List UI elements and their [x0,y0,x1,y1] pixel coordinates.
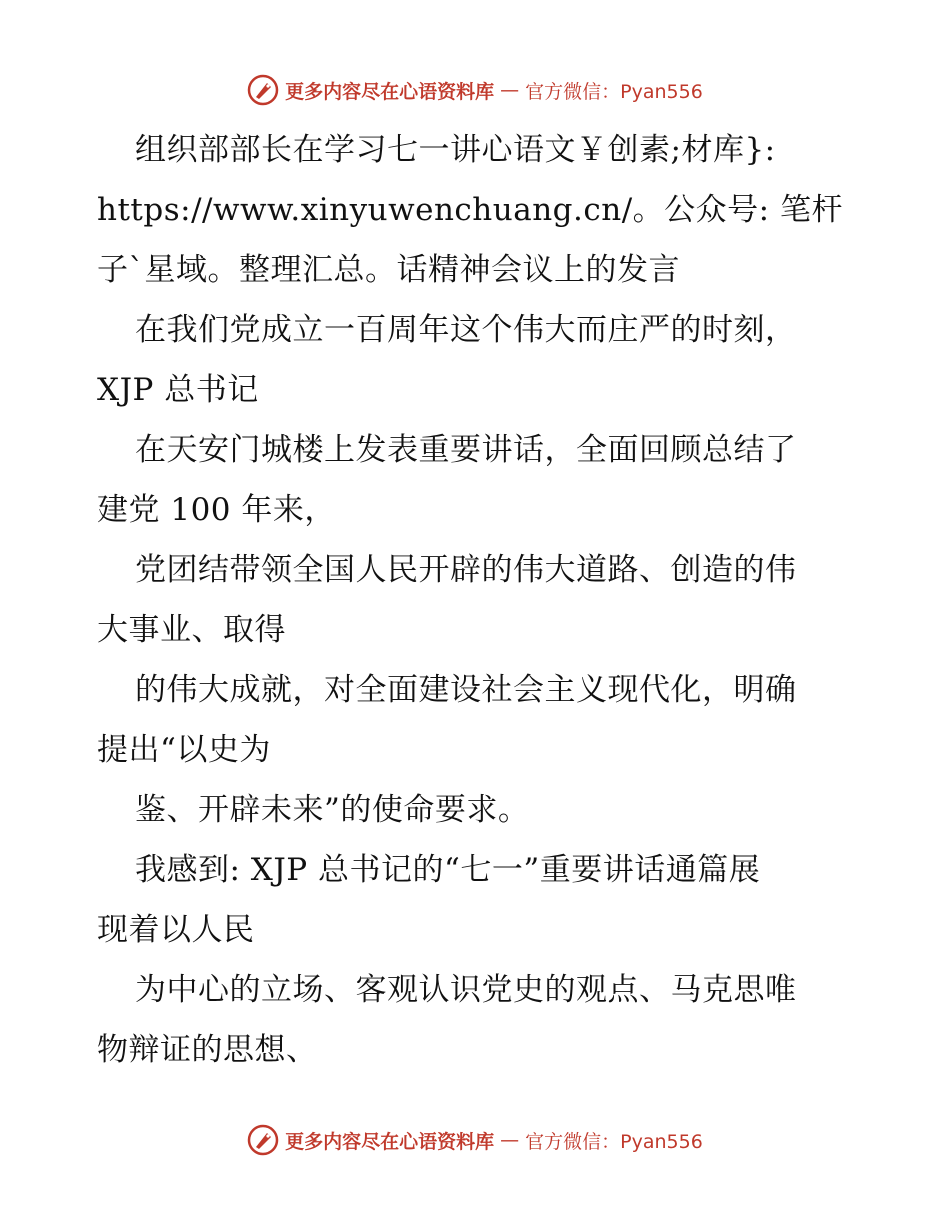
banner-dash: — [500,79,520,101]
header-banner [0,74,950,106]
text-line: 我感到: XJP 总书记的“七一”重要讲话通篇展 [135,852,761,888]
text-line: 建党 100 年来， [97,492,336,528]
pen-nib-icon [247,74,279,106]
text-line: 的伟大成就，对全面建设社会主义现代化，明确 [135,672,797,708]
text-line: 在我们党成立一百周年这个伟大而庄严的时刻， [135,312,797,348]
text-line: https://www.xinyuwenchuang.cn/。公众号: 笔杆 [97,192,843,228]
text-line: XJP 总书记 [97,372,259,408]
footer-banner [0,1124,950,1156]
banner-brand-text: 更多内容尽在心语资料库 [285,80,495,103]
pen-nib-icon [247,1124,279,1156]
text-line: 现着以人民 [97,912,255,948]
document-body [97,120,857,1080]
text-line: 提出“以史为 [97,732,271,768]
banner-dash: — [500,1129,520,1151]
text-line: 物辩证的思想、 [97,1032,318,1068]
text-line: 鉴、开辟未来”的使命要求。 [135,792,530,828]
text-line: 组织部部长在学习七一讲心语文￥创素;材库}: [135,132,776,168]
banner-brand-text: 更多内容尽在心语资料库 [285,1130,495,1153]
banner-contact-text: 官方微信：Pyan556 [525,80,703,103]
text-line: 为中心的立场、客观认识党史的观点、马克思唯 [135,972,797,1008]
text-line: 子`星域。整理汇总。话精神会议上的发言 [97,252,680,288]
text-line: 大事业、取得 [97,612,286,648]
text-line: 党团结带领全国人民开辟的伟大道路、创造的伟 [135,552,797,588]
text-line: 在天安门城楼上发表重要讲话，全面回顾总结了 [135,432,797,468]
banner-contact-text: 官方微信：Pyan556 [525,1130,703,1153]
